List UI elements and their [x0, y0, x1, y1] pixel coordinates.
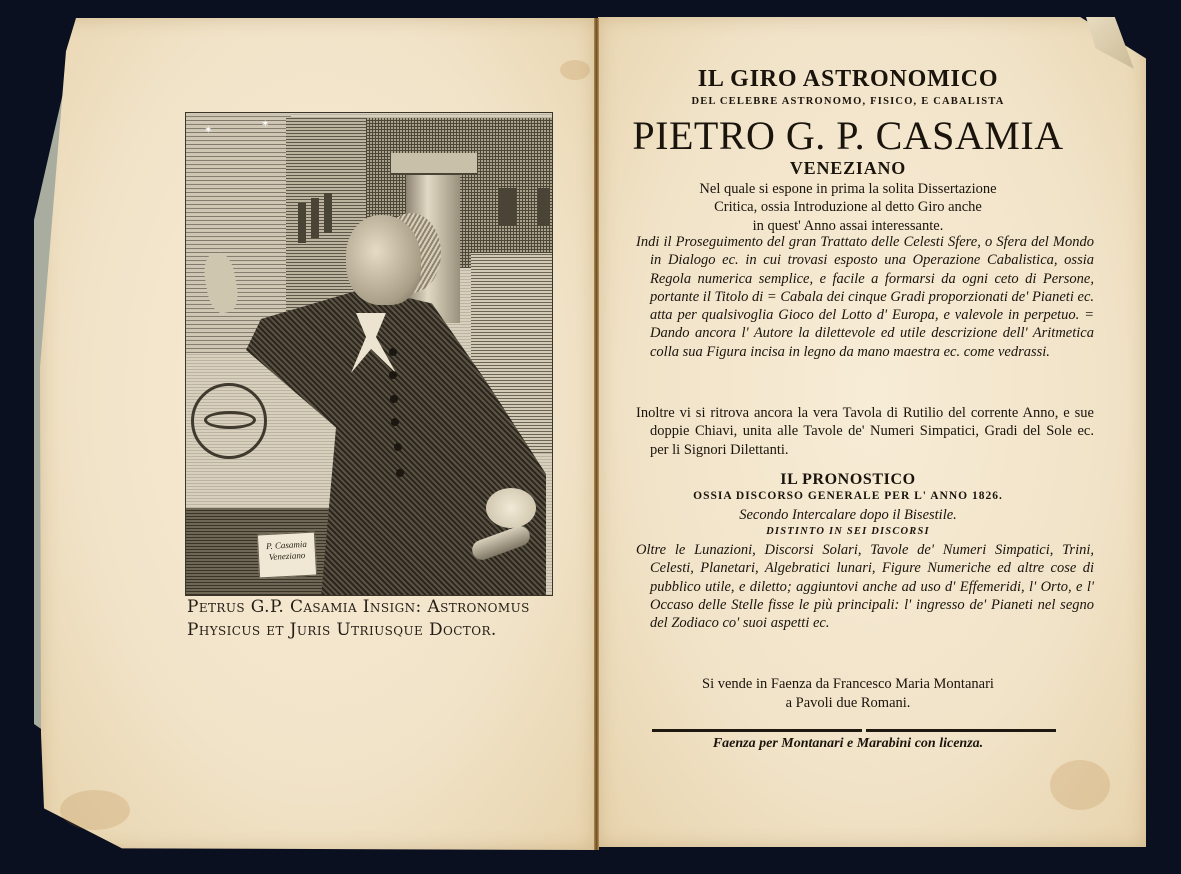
engraving-window	[298, 203, 306, 243]
coat-button	[389, 348, 397, 356]
engraving-window	[498, 188, 516, 226]
author-origin: VENEZIANO	[789, 158, 907, 178]
armillary-sphere	[191, 383, 267, 459]
divider-rule	[866, 729, 1056, 732]
sale-notice	[626, 675, 1070, 713]
sale-line: a Pavoli due Romani.	[785, 695, 911, 711]
lace-cuff	[486, 488, 536, 528]
engraving-paper-label	[257, 532, 317, 579]
coat-button	[391, 418, 399, 426]
indi-paragraph: Indi il Proseguimento del gran Trattato delle Celesti Sfere, o Sfera del Mondo in Dialogo ec. in cui trovasi esposto una Operazione Cabalistica, ossia Regola numerica semplice, e facile a formarsi da ogni ceto di Persone, portante il Titolo di = Cabala dei cinque Gradi proporzionati de' Pianeti ec. atta per qualsivoglia Gioco del Lotto d' Europa, e valevole in perpetuo. = Dando ancora l' Autore la dilettevole ed utile descrizione dell' Aritmetica colla sua Figura incisa in legno da mano maestra ec. come vedrassi.	[636, 234, 1094, 360]
coat-button	[389, 371, 397, 379]
intro-line: Nel quale si espone in prima la solita Dissertazione	[699, 181, 997, 197]
coat-button	[394, 443, 402, 451]
star-icon: ✶	[261, 119, 270, 130]
engraving-window	[311, 198, 319, 238]
distinto-heading: DISTINTO IN SEI DISCORSI	[766, 526, 930, 537]
portrait-engraving	[185, 112, 553, 596]
engraving-window	[538, 188, 550, 226]
engraving-column-capital	[391, 153, 477, 175]
intro-line: in quest' Anno assai interessante.	[752, 217, 944, 234]
secondo-line: Secondo Intercalare dopo il Bisestile.	[739, 507, 957, 523]
author-name: PIETRO G. P. CASAMIA	[632, 113, 1064, 158]
engraving-caption	[187, 596, 567, 642]
inoltre-paragraph: Inoltre vi si ritrova ancora la vera Tavola di Rutilio del corrente Anno, e sue doppie Chiavi, unita alle Tavole de' Numeri Simpatici, Gradi del Sole ec. per li Signori Dilettanti.	[636, 405, 1094, 458]
book-gutter	[594, 18, 599, 850]
divider-rule	[652, 729, 862, 732]
pronostico-subheading: OSSIA DISCORSO GENERALE PER L' ANNO 1826.	[693, 490, 1003, 502]
foxing-stain	[1050, 760, 1110, 810]
engraving-window	[324, 193, 332, 233]
coat-button	[390, 395, 398, 403]
book-subtitle: DEL CELEBRE ASTRONOMO, FISICO, E CABALISTA	[691, 96, 1005, 107]
caption-line-2: Physicus et Juris Utriusque Doctor.	[187, 620, 497, 640]
oltre-paragraph: Oltre le Lunazioni, Discorsi Solari, Tavole de' Numeri Simpatici, Trini, Celesti, Planetari, Algebratici lunari, Figure Numeriche ed altre cose di pubblico utile, e diletto; aggiuntovi anche ad uso d' Effemeridi, l' Orto, e l' Occaso delle Stelle fisse le più principali: l' ingresso de' Pianeti nel segno del Zodiaco co' suoi aspetti ec.	[636, 542, 1094, 632]
pronostico-heading: IL PRONOSTICO	[780, 471, 916, 488]
foxing-stain	[560, 60, 590, 80]
paper-label-line: Veneziano	[268, 550, 306, 562]
caption-line-1: Petrus G.P. Casamia Insign: Astronomus	[187, 597, 530, 617]
sale-line: Si vende in Faenza da Francesco Maria Montanari	[702, 676, 994, 692]
coat-button	[396, 469, 404, 477]
book-title: IL GIRO ASTRONOMICO	[697, 66, 999, 92]
star-icon: ✶	[204, 125, 213, 136]
astronomer-head	[346, 215, 421, 305]
intro-paragraph	[626, 180, 1070, 235]
intro-line: Critica, ossia Introduzione al detto Giro anche	[714, 199, 982, 216]
printer-imprint: Faenza per Montanari e Marabini con licenza.	[712, 736, 984, 751]
foxing-stain	[60, 790, 130, 830]
paper-label-line: P. Casamia	[265, 538, 308, 552]
